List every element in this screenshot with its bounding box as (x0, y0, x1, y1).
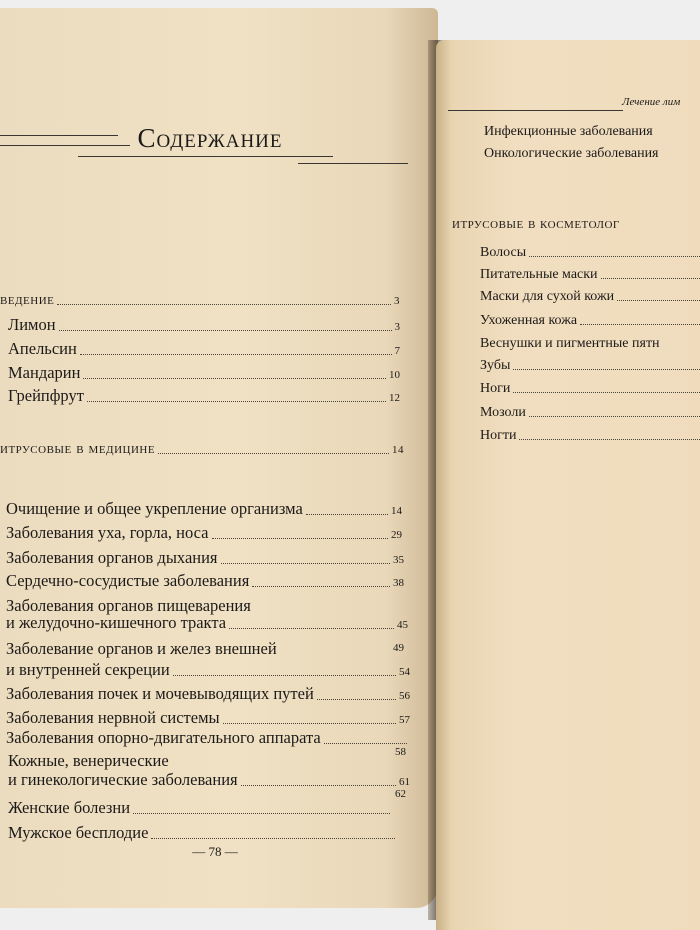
toc-item-legs[interactable]: Ноги (480, 381, 700, 397)
toc-item-nails[interactable]: Ногти (480, 428, 700, 444)
toc-item-endocrine-line1[interactable]: Заболевание органов и желез внешней (6, 639, 277, 658)
header-rule-left-lower (0, 145, 130, 146)
right-page (436, 40, 700, 930)
header-rule-right (298, 163, 408, 164)
toc-item-oncology[interactable]: Онкологические заболевания (484, 146, 659, 161)
toc-item-freckles[interactable]: Веснушки и пигментные пятн (480, 336, 660, 351)
toc-item-cleansing[interactable]: Очищение и общее укрепление организма 14 (6, 499, 402, 518)
running-head: Лечение лим (622, 96, 681, 108)
header-rule-under (78, 156, 333, 157)
toc-item-hair[interactable]: Волосы (480, 245, 700, 261)
toc-item-nervous[interactable]: Заболевания нервной системы 57 (6, 708, 410, 727)
leader-dots (57, 304, 391, 305)
left-page (0, 8, 438, 908)
toc-item-groomed-skin[interactable]: Ухоженная кожа (480, 313, 700, 329)
header-rule-left (0, 135, 118, 136)
toc-item-digestive[interactable]: и желудочно-кишечного тракта 45 (6, 613, 408, 632)
toc-item-infectious[interactable]: Инфекционные заболевания (484, 124, 653, 139)
page-number: — 78 — (192, 844, 238, 859)
toc-item-skin-line1[interactable]: Кожные, венерические (8, 751, 169, 770)
contents-header (0, 123, 420, 173)
toc-page-women: 62 (395, 788, 406, 800)
toc-item-cardiovascular[interactable]: Сердечно-сосудистые заболевания 38 (6, 571, 404, 590)
toc-item-skin[interactable]: и гинекологические заболевания 61 (8, 770, 410, 789)
toc-item-mandarin[interactable]: Мандарин 10 (8, 363, 400, 382)
running-head-rule (448, 110, 623, 111)
toc-item-calluses[interactable]: Мозоли (480, 405, 700, 421)
toc-item-lemon[interactable]: Лимон 3 (8, 315, 400, 334)
toc-page-skin: 58 (395, 746, 406, 758)
toc-item-men[interactable]: Мужское бесплодие (8, 823, 398, 843)
toc-item-women[interactable]: Женские болезни (8, 798, 393, 818)
toc-item-grapefruit[interactable]: Грейпфрут 12 (8, 386, 400, 405)
cosmetology-heading[interactable]: итрусовые в косметолог (452, 216, 620, 232)
toc-page-endocrine: 49 (393, 642, 404, 654)
toc-item-teeth[interactable]: Зубы (480, 358, 700, 374)
toc-item-kidney[interactable]: Заболевания почек и мочевыводящих путей 56 (6, 684, 410, 703)
toc-item-nourishing-masks[interactable]: Питательные маски (480, 267, 700, 283)
contents-title: Содержание (137, 123, 283, 153)
toc-item-orange[interactable]: Апельсин 7 (8, 339, 400, 358)
toc-item-endocrine[interactable]: и внутренней секреции 54 (6, 660, 410, 679)
medicine-heading[interactable]: итрусовые в медицине 14 (0, 440, 404, 457)
toc-item-dry-skin-masks[interactable]: Маски для сухой кожи (480, 289, 700, 305)
toc-item-musculoskeletal[interactable]: Заболевания опорно-двигательного аппарата (6, 728, 410, 748)
toc-item-ent[interactable]: Заболевания уха, горла, носа 29 (6, 523, 402, 542)
toc-item-respiratory[interactable]: Заболевания органов дыхания 35 (6, 548, 404, 567)
intro-heading[interactable]: ведение 3 (0, 291, 400, 308)
toc-item-digestive-line1[interactable]: Заболевания органов пищеварения (6, 596, 251, 615)
